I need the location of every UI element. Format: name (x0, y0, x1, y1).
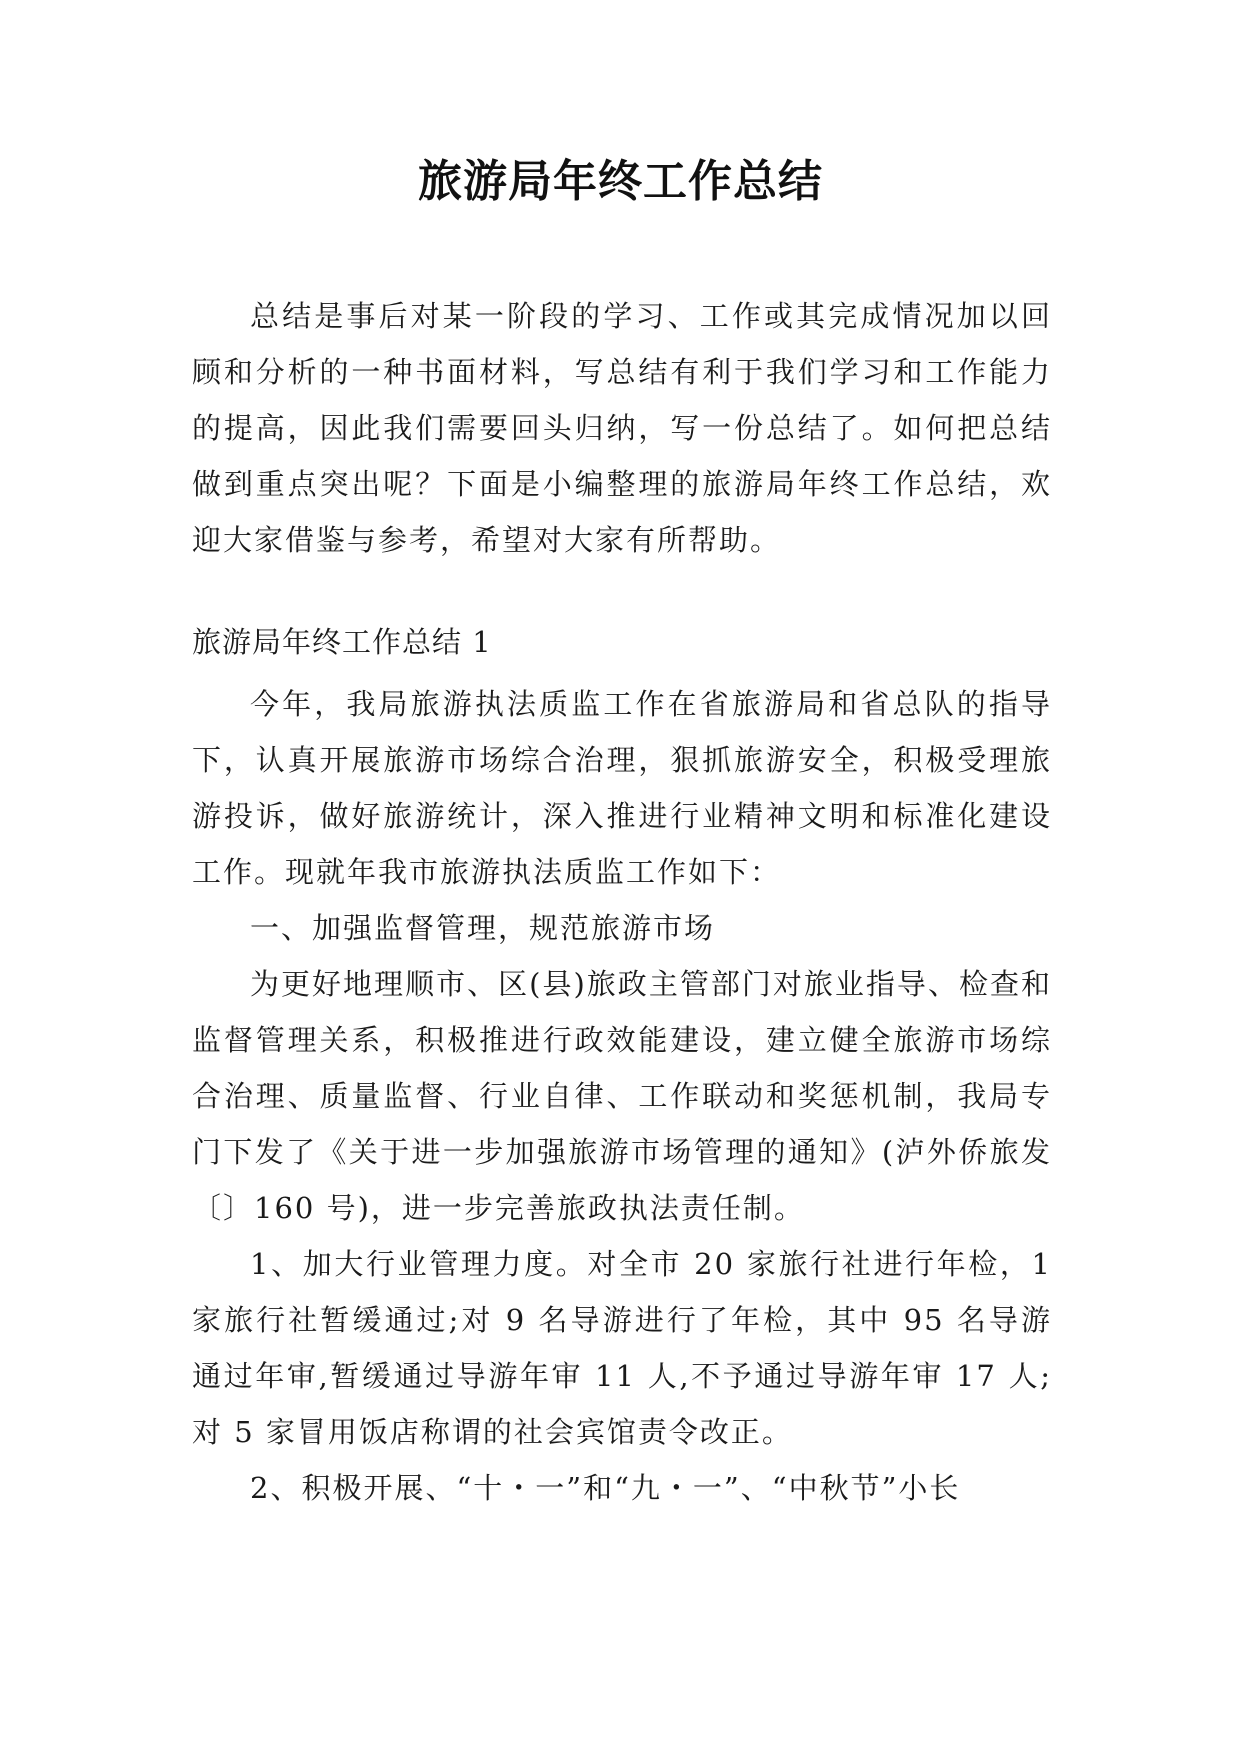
body-paragraph-4: 2、积极开展、“十・一”和“九・一”、“中秋节”小长 (250, 1471, 961, 1505)
document-body (192, 288, 1052, 1516)
body-paragraph-2: 为更好地理顺市、区(县)旅政主管部门对旅业指导、检查和监督管理关系，积极推进行政效能建设，建立健全旅游市场综合治理、质量监督、行业自律、工作联动和奖惩机制，我局专门下发了《关于进一步加强旅游市场管理的通知》(泸外侨旅发〔〕160 号)，进一步完善旅政执法责任制。 (192, 967, 1052, 1225)
document-title: 旅游局年终工作总结 (418, 156, 823, 207)
subheading-1: 一、加强监督管理，规范旅游市场 (250, 911, 716, 945)
section-heading: 旅游局年终工作总结 1 (192, 625, 492, 659)
body-paragraph-3: 1、加大行业管理力度。对全市 20 家旅行社进行年检，1 家旅行社暂缓通过;对 9 名导游进行了年检，其中 95 名导游通过年审,暂缓通过导游年审 11 人,不予通过导游年审 17 人;对 5 家冒用饭店称谓的社会宾馆责令改正。 (192, 1247, 1052, 1449)
intro-paragraph: 总结是事后对某一阶段的学习、工作或其完成情况加以回顾和分析的一种书面材料，写总结有利于我们学习和工作能力的提高，因此我们需要回头归纳，写一份总结了。如何把总结做到重点突出呢？下面是小编整理的旅游局年终工作总结，欢迎大家借鉴与参考，希望对大家有所帮助。 (192, 299, 1052, 557)
body-paragraph-1: 今年，我局旅游执法质监工作在省旅游局和省总队的指导下，认真开展旅游市场综合治理，狠抓旅游安全，积极受理旅游投诉，做好旅游统计，深入推进行业精神文明和标准化建设工作。现就年我市旅游执法质监工作如下： (192, 687, 1052, 889)
